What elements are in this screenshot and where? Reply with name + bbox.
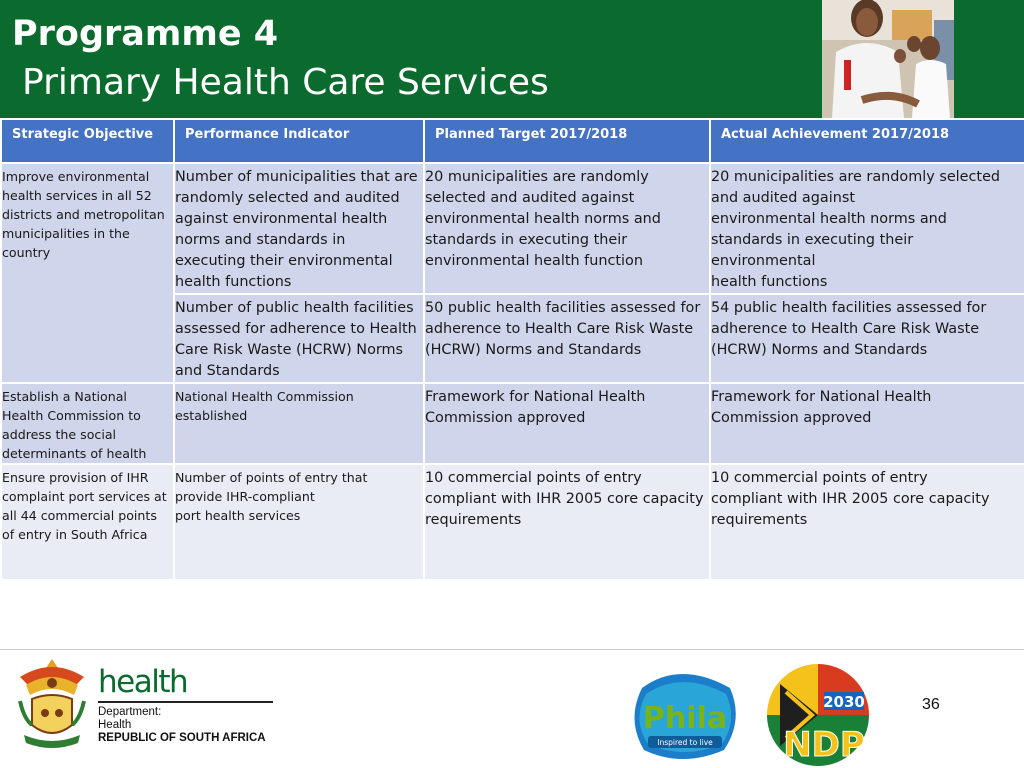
- cell-text-line: requirements: [711, 512, 808, 528]
- cell-text-line: Number of public health facilities: [175, 300, 414, 316]
- cell-text-line: standards in executing their: [425, 232, 628, 248]
- cell-text-line: and Standards: [175, 363, 280, 379]
- table-row: [1, 383, 1024, 464]
- health-wordmark: health: [98, 664, 188, 700]
- coat-of-arms-logo: [14, 655, 90, 751]
- department-name: Health: [98, 719, 132, 731]
- achievement-cell: [710, 294, 1024, 383]
- cell-text-line: 10 commercial points of entry: [711, 470, 928, 486]
- objective-cell: [1, 383, 174, 464]
- indicator-cell: [174, 383, 424, 464]
- table-row: [1, 163, 1024, 294]
- cell-text-line: Health Commission to: [2, 408, 141, 423]
- cell-text-line: and audited against: [711, 190, 855, 206]
- cell-text-line: Commission approved: [711, 410, 872, 426]
- cell-text-line: (HCRW) Norms and Standards: [425, 342, 642, 358]
- column-header-planned-target: Planned Target 2017/2018: [424, 119, 710, 163]
- cell-text-line: Number of points of entry that: [175, 470, 368, 485]
- wordmark-underline: [98, 701, 273, 703]
- column-header-performance-indicator: Performance Indicator: [174, 119, 424, 163]
- target-cell: [424, 464, 710, 580]
- column-header-actual-achievement: Actual Achievement 2017/2018: [710, 119, 1024, 163]
- cell-text-line: norms and standards in: [175, 232, 346, 248]
- cell-text-line: standards in executing their: [711, 232, 914, 248]
- cell-text-line: Care Risk Waste (HCRW) Norms: [175, 342, 404, 358]
- table-header-row: [1, 119, 1024, 163]
- performance-table: [0, 118, 1024, 581]
- cell-text-line: against environmental health: [175, 211, 388, 227]
- target-cell: [424, 383, 710, 464]
- cell-text-line: adherence to Health Care Risk Waste: [711, 321, 980, 337]
- department-label: [98, 706, 266, 745]
- phila-logo: [626, 664, 744, 764]
- cell-text-line: compliant with IHR 2005 core capacity: [425, 491, 704, 507]
- achievement-cell: [710, 163, 1024, 294]
- cell-text-line: port health services: [175, 508, 301, 523]
- ndp-text: NDP: [783, 725, 865, 765]
- indicator-cell: [174, 163, 424, 294]
- objective-cell: [1, 464, 174, 580]
- header-photo: [822, 0, 954, 118]
- table-row: [1, 464, 1024, 580]
- ndp-year: 2030: [823, 693, 865, 711]
- cell-text-line: municipalities in the: [2, 226, 130, 241]
- cell-text-line: 50 public health facilities assessed for: [425, 300, 701, 316]
- cell-text-line: adherence to Health Care Risk Waste: [425, 321, 694, 337]
- cell-text-line: (HCRW) Norms and Standards: [711, 342, 928, 358]
- cell-text-line: National Health Commission: [175, 389, 354, 404]
- cell-text-line: address the social: [2, 427, 117, 442]
- page-subtitle: Primary Health Care Services: [22, 62, 549, 103]
- cell-text-line: Establish a National: [2, 389, 127, 404]
- country-name: REPUBLIC OF SOUTH AFRICA: [98, 732, 266, 744]
- cell-text-line: Framework for National Health: [711, 389, 932, 405]
- cell-text-line: environmental health norms and: [711, 211, 947, 227]
- cell-text-line: Ensure provision of IHR: [2, 470, 149, 485]
- cell-text-line: Number of municipalities that are: [175, 169, 418, 185]
- ndp-2030-logo: [764, 662, 872, 768]
- cell-text-line: 10 commercial points of entry: [425, 470, 642, 486]
- cell-text-line: Commission approved: [425, 410, 586, 426]
- cell-text-line: executing their environmental: [175, 253, 393, 269]
- phila-tagline: Inspired to live: [657, 738, 713, 747]
- phila-logo-text: Phila: [642, 701, 728, 736]
- footer-divider: [0, 649, 1024, 650]
- indicator-cell: [174, 294, 424, 383]
- cell-text-line: health functions: [175, 274, 292, 290]
- cell-text-line: established: [175, 408, 248, 423]
- cell-text-line: of entry in South Africa: [2, 527, 148, 542]
- achievement-cell: [710, 383, 1024, 464]
- page-title: Programme 4: [12, 14, 279, 54]
- cell-text-line: environmental health norms and: [425, 211, 661, 227]
- cell-text-line: 54 public health facilities assessed for: [711, 300, 987, 316]
- cell-text-line: provide IHR-compliant: [175, 489, 315, 504]
- cell-text-line: 20 municipalities are randomly selected: [711, 169, 1001, 185]
- achievement-cell: [710, 464, 1024, 580]
- cell-text-line: 20 municipalities are randomly: [425, 169, 649, 185]
- cell-text-line: environmental health function: [425, 253, 643, 269]
- cell-text-line: determinants of health: [2, 446, 147, 461]
- indicator-cell: [174, 464, 424, 580]
- cell-text-line: Improve environmental: [2, 169, 150, 184]
- cell-text-line: compliant with IHR 2005 core capacity: [711, 491, 990, 507]
- cell-text-line: country: [2, 245, 51, 260]
- cell-text-line: health functions: [711, 274, 828, 290]
- department-line: Department:: [98, 706, 162, 718]
- cell-text-line: requirements: [425, 512, 522, 528]
- cell-text-line: Framework for National Health: [425, 389, 646, 405]
- objective-cell: [1, 163, 174, 383]
- cell-text-line: randomly selected and audited: [175, 190, 400, 206]
- cell-text-line: assessed for adherence to Health: [175, 321, 417, 337]
- cell-text-line: environmental: [711, 253, 816, 269]
- target-cell: [424, 294, 710, 383]
- page-number: 36: [922, 696, 940, 713]
- cell-text-line: all 44 commercial points: [2, 508, 157, 523]
- cell-text-line: health services in all 52: [2, 188, 152, 203]
- cell-text-line: selected and audited against: [425, 190, 635, 206]
- cell-text-line: complaint port services at: [2, 489, 167, 504]
- target-cell: [424, 163, 710, 294]
- cell-text-line: districts and metropolitan: [2, 207, 165, 222]
- column-header-strategic-objective: Strategic Objective: [1, 119, 174, 163]
